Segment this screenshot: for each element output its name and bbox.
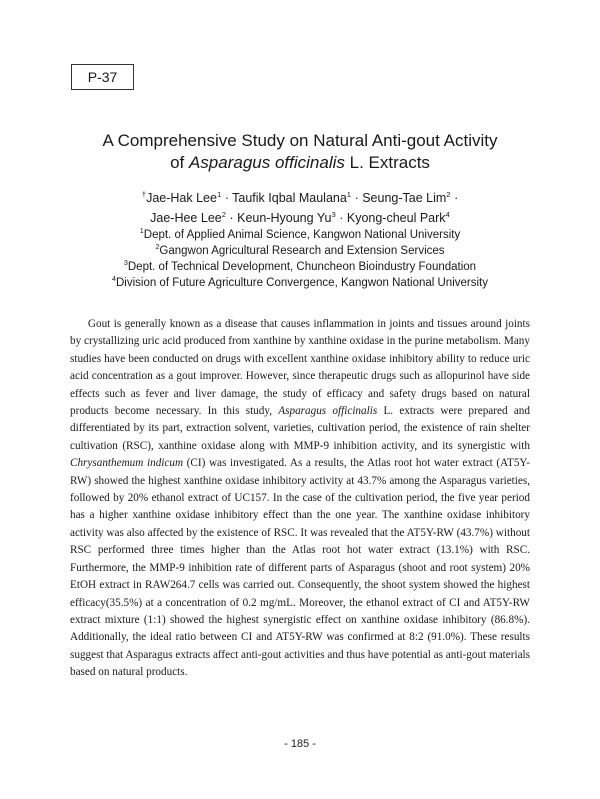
- author-affiliation: 1: [346, 189, 352, 199]
- affiliation-text: Dept. of Technical Development, Chuncheon Bioindustry Foundation: [127, 261, 477, 273]
- author-separator: ·: [335, 211, 347, 225]
- affiliation-item: [0, 227, 600, 243]
- author-affiliation: 3: [331, 209, 336, 219]
- page-number: - 185 -: [284, 738, 316, 750]
- author-name: Jae-Hee Lee: [150, 211, 222, 225]
- author-name: Keun-Hyoung Yu: [237, 211, 332, 225]
- paper-title: [0, 130, 600, 174]
- affiliation-number: 1: [139, 227, 144, 236]
- author-affiliation: 2: [446, 189, 451, 199]
- author-name: Jae-Hak Lee: [146, 191, 217, 205]
- title-species: Asparagus officinalis: [188, 153, 345, 172]
- title-line-1: A Comprehensive Study on Natural Anti-gout Activity: [102, 131, 498, 150]
- affiliation-number: 2: [155, 243, 160, 252]
- author-list: [0, 188, 600, 228]
- abstract-body: [70, 316, 530, 682]
- author-affiliation: 4: [445, 209, 450, 219]
- poster-id-box: [71, 64, 134, 90]
- author-separator: ·: [450, 191, 459, 205]
- affiliation-text: Dept. of Applied Animal Science, Kangwon National University: [143, 229, 461, 241]
- abstract-part-2: L. extracts were prepared and differentiated by its part, extraction solvent, varieties, cultivation period, the existence of rain shelter cultivation (RSC), xanthine oxidase along with MMP-9 inhibition activity, and its synergistic with: [70, 405, 530, 452]
- abstract-species-2: Chrysanthemum indicum: [70, 457, 184, 470]
- author-separator: ·: [221, 191, 233, 205]
- affiliation-text: Gangwon Agricultural Research and Extension Services: [159, 245, 445, 257]
- affiliation-item: [0, 275, 600, 291]
- abstract-species-1: Asparagus officinalis: [278, 405, 378, 418]
- author-affiliation: 1: [216, 189, 222, 199]
- corresponding-mark: †: [141, 189, 147, 199]
- affiliation-item: [0, 243, 600, 259]
- author-separator: ·: [351, 191, 363, 205]
- author-name: Seung-Tae Lim: [362, 191, 447, 205]
- author-line-1: [0, 188, 600, 208]
- affiliation-number: 3: [123, 259, 128, 268]
- affiliation-list: [0, 227, 600, 291]
- author-separator: ·: [226, 211, 238, 225]
- affiliation-item: [0, 259, 600, 275]
- affiliation-number: 4: [112, 275, 116, 284]
- poster-id: P-37: [87, 69, 118, 85]
- abstract-part-3: (CI) was investigated. As a results, the Atlas root hot water extract (AT5Y-RW) showed the highest xanthine oxidase inhibitory activity at 43.7% among the Asparagus varieties, followed by 20% ethanol extract of UC157. In the case of the cultivation period, the five year period has a higher xanthine oxidase inhibitory effect than the one year. The xanthine oxidase inhibitory activity was also affected by the existence of RSC. It was revealed that the AT5Y-RW (43.7%) without RSC performed three times higher than the Atlas root hot water extract (13.1%) with RSC. Furthermore, the MMP-9 inhibition rate of different parts of Asparagus (shoot and root system) 20% EtOH extract in RAW264.7 cells was carried out. Consequently, the shoot system showed the highest efficacy(35.5%) at a concentration of 0.2 mg/mL. Moreover, the ethanol extract of CI and AT5Y-RW extract mixture (1:1) showed the highest synergistic effect on xanthine oxidase inhibitory (86.8%). Additionally, the ideal ratio between CI and AT5Y-RW was confirmed at 8:2 (91.0%). These results suggest that Asparagus extracts affect anti-gout activities and thus have potential as anti-gout materials based on natural products.: [70, 457, 530, 679]
- title-line-2: [0, 152, 600, 174]
- title-prefix: of: [170, 153, 189, 172]
- author-line-2: [0, 208, 600, 228]
- author-name: Kyong-cheul Park: [346, 211, 446, 225]
- author-affiliation: 2: [221, 209, 227, 219]
- title-suffix: L. Extracts: [344, 153, 430, 172]
- affiliation-text: Division of Future Agriculture Convergence, Kangwon National University: [115, 277, 488, 289]
- author-name: Taufik Iqbal Maulana: [232, 191, 347, 205]
- abstract-part-1: Gout is generally known as a disease that causes inflammation in joints and tissues around joints by crystallizing uric acid produced from xanthine by xanthine oxidase in the purine metabolism. Many studies have been conducted on drugs with excellent xanthine oxidase inhibitory ability to reduce uric acid concentration as a gout improver. However, since therapeutic drugs such as allopurinol have side effects such as fever and liver damage, the study of efficacy and safety drugs based on natural products become necessary. In this study,: [70, 318, 530, 418]
